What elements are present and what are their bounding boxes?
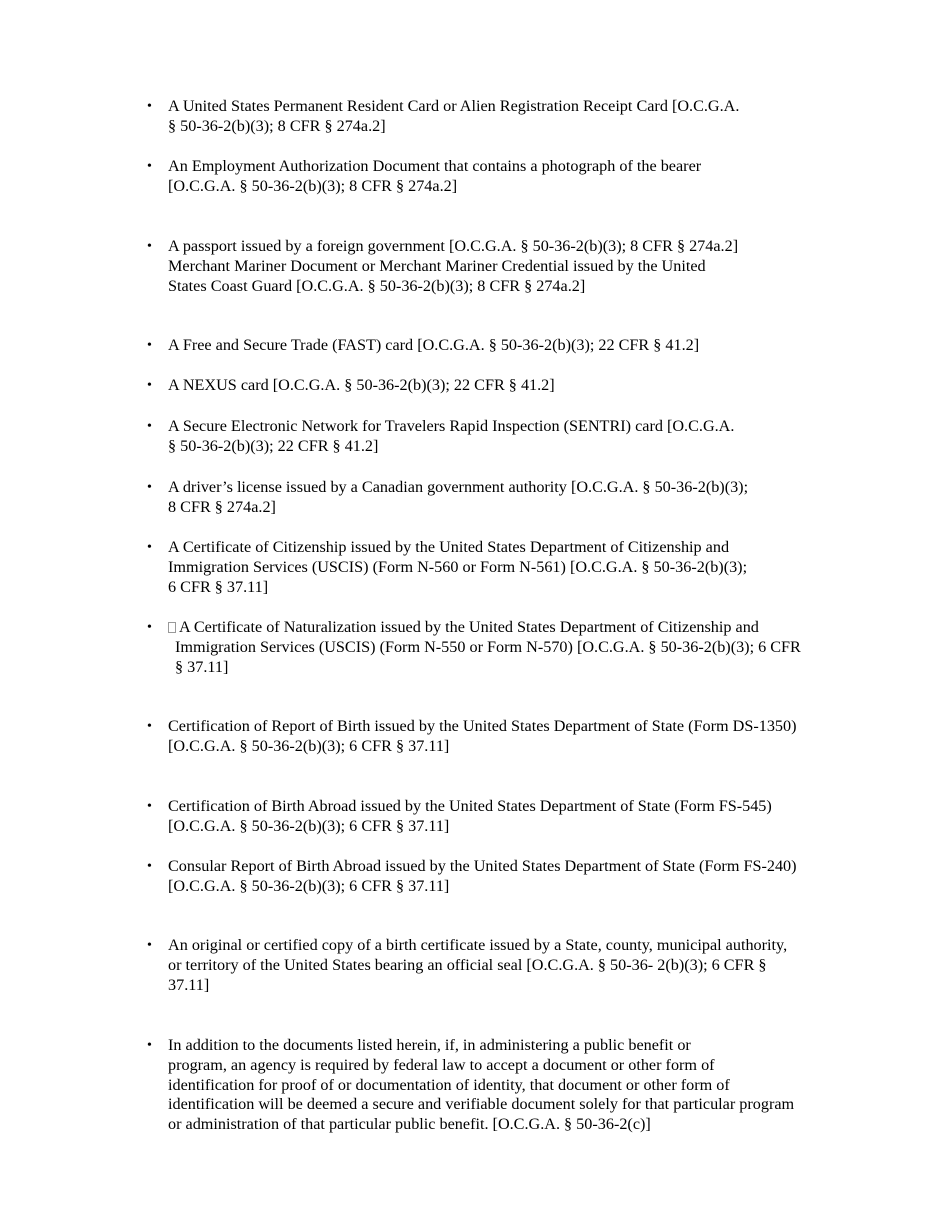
list-item xyxy=(147,336,848,356)
list-item-line: Certification of Report of Birth issued by the United States Department of State (Form DS-1350) xyxy=(168,717,797,735)
list-item-line: § 50-36-2(b)(3); 8 CFR § 274a.2] xyxy=(168,116,386,135)
list-item xyxy=(147,478,848,518)
list-item-line: identification will be deemed a secure and verifiable document solely for that particular program xyxy=(168,1095,795,1114)
list-item xyxy=(147,618,848,677)
list-item xyxy=(147,376,848,396)
list-item-line: Merchant Mariner Document or Merchant Mariner Credential issued by the United xyxy=(168,256,706,275)
missing-glyph-icon xyxy=(168,622,176,633)
bullet-icon: • xyxy=(147,799,152,814)
bullet-icon: • xyxy=(147,239,152,254)
list-item-line: A Certificate of Citizenship issued by the United States Department of Citizenship and xyxy=(168,538,730,556)
list-item-first-line xyxy=(168,618,848,638)
list-item-line: An Employment Authorization Document that contains a photograph of the bearer xyxy=(168,157,702,175)
list-item xyxy=(147,717,848,757)
list-item xyxy=(147,936,848,995)
list-item-line: 8 CFR § 274a.2] xyxy=(168,497,276,516)
list-item-line: § 37.11] xyxy=(175,657,229,676)
bullet-icon: • xyxy=(147,99,152,114)
list-item-line: [O.C.G.A. § 50-36-2(b)(3); 6 CFR § 37.11] xyxy=(168,876,450,895)
bullet-icon: • xyxy=(147,620,152,635)
bullet-icon: • xyxy=(147,480,152,495)
list-item xyxy=(147,417,848,457)
list-item-line: 6 CFR § 37.11] xyxy=(168,577,269,596)
list-item-line: Certification of Birth Abroad issued by the United States Department of State (Form FS-545) xyxy=(168,797,772,815)
list-item-line: or administration of that particular public benefit. [O.C.G.A. § 50-36-2(c)] xyxy=(168,1115,651,1134)
list-item xyxy=(147,1036,848,1135)
list-item-line: program, an agency is required by federal law to accept a document or other form of xyxy=(168,1055,715,1074)
list-item xyxy=(147,797,848,837)
list-item-line: Immigration Services (USCIS) (Form N-550 or Form N-570) [O.C.G.A. § 50-36-2(b)(3); 6 CFR xyxy=(175,637,801,656)
bullet-icon: • xyxy=(147,938,152,953)
list-item-line: § 50-36-2(b)(3); 22 CFR § 41.2] xyxy=(168,436,379,455)
bullet-icon: • xyxy=(147,159,152,174)
list-item-line: Immigration Services (USCIS) (Form N-560 or Form N-561) [O.C.G.A. § 50-36-2(b)(3); xyxy=(168,557,748,576)
list-item-line: 37.11] xyxy=(168,975,210,994)
list-item-line: A Certificate of Naturalization issued by the United States Department of Citizenship and xyxy=(179,618,759,636)
bullet-icon: • xyxy=(147,1038,152,1053)
list-item-line: A Free and Secure Trade (FAST) card [O.C.G.A. § 50-36-2(b)(3); 22 CFR § 41.2] xyxy=(168,336,700,354)
list-item-line: A passport issued by a foreign government [O.C.G.A. § 50-36-2(b)(3); 8 CFR § 274a.2] xyxy=(168,237,739,255)
bullet-icon: • xyxy=(147,859,152,874)
list-item-line: States Coast Guard [O.C.G.A. § 50-36-2(b)(3); 8 CFR § 274a.2] xyxy=(168,276,586,295)
list-item-line: An original or certified copy of a birth certificate issued by a State, county, municipal authority, xyxy=(168,936,788,954)
list-item xyxy=(147,97,848,137)
list-item xyxy=(147,538,848,597)
list-item-line: A NEXUS card [O.C.G.A. § 50-36-2(b)(3); 22 CFR § 41.2] xyxy=(168,376,555,394)
list-item-line: In addition to the documents listed herein, if, in administering a public benefit or xyxy=(168,1036,691,1054)
list-item-line: A driver’s license issued by a Canadian government authority [O.C.G.A. § 50-36-2(b)(3); xyxy=(168,478,749,496)
bullet-icon: • xyxy=(147,540,152,555)
list-item xyxy=(147,237,848,296)
bullet-icon: • xyxy=(147,419,152,434)
list-item-line: A United States Permanent Resident Card or Alien Registration Receipt Card [O.C.G.A. xyxy=(168,97,740,115)
list-item-line: or territory of the United States bearing an official seal [O.C.G.A. § 50-36- 2(b)(3); 6 CFR § xyxy=(168,955,767,974)
list-item-line: A Secure Electronic Network for Travelers Rapid Inspection (SENTRI) card [O.C.G.A. xyxy=(168,417,735,435)
bullet-icon: • xyxy=(147,378,152,393)
list-item-line: Consular Report of Birth Abroad issued by the United States Department of State (Form FS-240) xyxy=(168,857,797,875)
list-item-line: identification for proof of or documentation of identity, that document or other form of xyxy=(168,1075,730,1094)
list-item-line: [O.C.G.A. § 50-36-2(b)(3); 8 CFR § 274a.2] xyxy=(168,176,458,195)
list-item-line: [O.C.G.A. § 50-36-2(b)(3); 6 CFR § 37.11] xyxy=(168,736,450,755)
bullet-icon: • xyxy=(147,719,152,734)
list-item-line: [O.C.G.A. § 50-36-2(b)(3); 6 CFR § 37.11] xyxy=(168,816,450,835)
bullet-icon: • xyxy=(147,338,152,353)
list-item xyxy=(147,857,848,897)
list-item xyxy=(147,157,848,197)
